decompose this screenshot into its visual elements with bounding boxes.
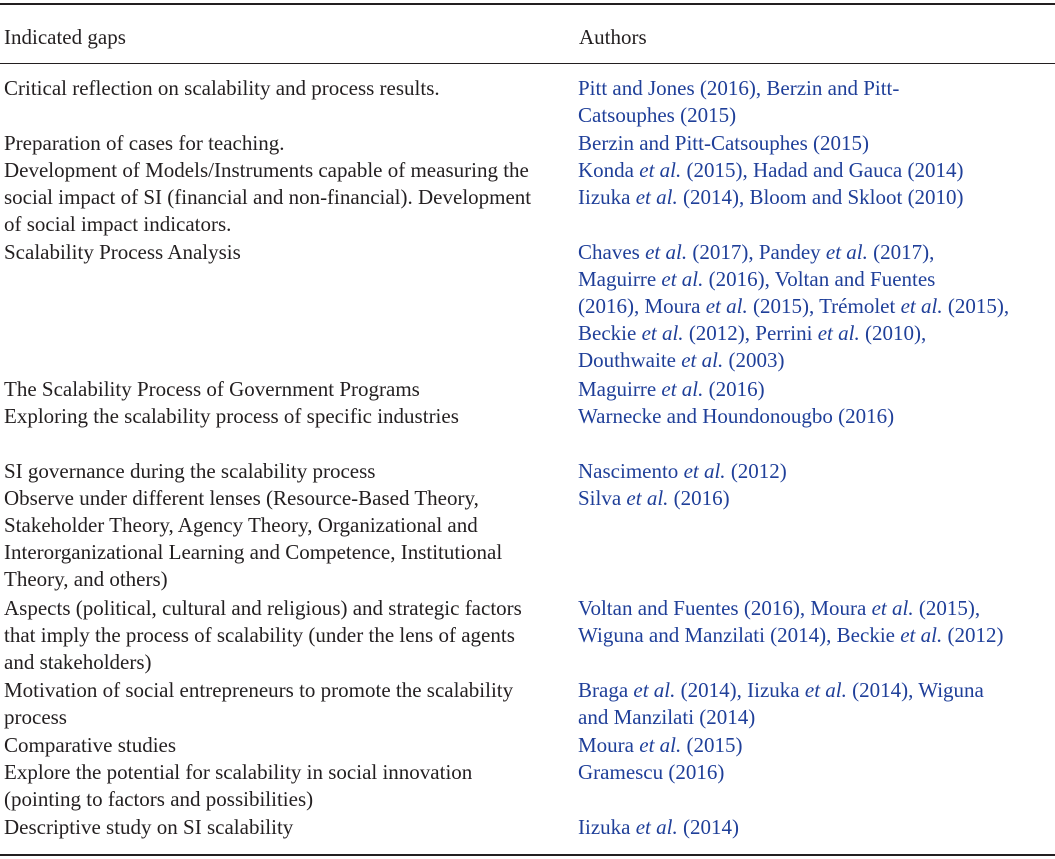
citation-text: Iizuka — [578, 185, 636, 209]
et-al-text: et al. — [635, 815, 678, 839]
authors-cell — [578, 75, 1055, 129]
citation-text: (2012) — [942, 623, 1004, 647]
author-line[interactable] — [578, 347, 1055, 374]
citation-text: (2014), Iizuka — [675, 678, 805, 702]
authors-cell — [578, 814, 1055, 841]
et-al-text: et al. — [639, 158, 682, 182]
author-line[interactable] — [578, 458, 1055, 485]
citation-text: (2003) — [723, 348, 785, 372]
authors-cell — [578, 458, 1055, 485]
table-top-rule — [0, 3, 1055, 5]
citation-text: Iizuka — [578, 815, 636, 839]
author-line[interactable] — [578, 184, 1055, 211]
citation-text: (2016) — [703, 377, 765, 401]
citation-text: Gramescu (2016) — [578, 760, 725, 784]
citation-text: (2015), — [942, 294, 1010, 318]
citation-text: Voltan and Fuentes (2016), Moura — [578, 596, 872, 620]
authors-cell — [578, 376, 1055, 403]
citation-text: (2016), Voltan and Fuentes — [703, 267, 936, 291]
author-line[interactable] — [578, 403, 1055, 430]
et-al-text: et al. — [626, 486, 669, 510]
gap-cell: Motivation of social entrepreneurs to promote the scalability process — [4, 678, 514, 729]
citation-text: (2014), Bloom and Skloot (2010) — [677, 185, 964, 209]
gap-cell: Critical reflection on scalability and process results. — [4, 76, 440, 100]
citation-text: (2017), — [867, 240, 935, 264]
citation-text: (2012) — [725, 459, 787, 483]
citation-text: (2015), Trémolet — [747, 294, 901, 318]
et-al-text: et al. — [635, 185, 678, 209]
et-al-text: et al. — [804, 678, 847, 702]
citation-text: Konda — [578, 158, 640, 182]
author-line[interactable] — [578, 75, 1055, 102]
citation-text: (2015), — [913, 596, 981, 620]
citation-text: (2016), Moura — [578, 294, 706, 318]
gap-cell: The Scalability Process of Government Programs — [4, 377, 420, 401]
citation-text: Maguirre — [578, 377, 662, 401]
et-al-text: et al. — [683, 459, 726, 483]
author-line[interactable] — [578, 814, 1055, 841]
gap-cell: Comparative studies — [4, 733, 177, 757]
authors-cell — [578, 595, 1055, 649]
author-line[interactable] — [578, 293, 1055, 320]
author-line[interactable] — [578, 130, 1055, 157]
column-header-gaps: Indicated gaps — [4, 25, 126, 49]
citation-text: Silva — [578, 486, 627, 510]
et-al-text: et al. — [825, 240, 868, 264]
et-al-text: et al. — [681, 348, 724, 372]
author-line[interactable] — [578, 239, 1055, 266]
column-header-authors: Authors — [579, 25, 647, 49]
author-line[interactable] — [578, 704, 1055, 731]
author-line[interactable] — [578, 732, 1055, 759]
gap-cell: Development of Models/Instruments capable of measuring the social impact of SI (financial and non-financial). Development of social impact indicators. — [4, 158, 532, 236]
citation-text: (2010), — [859, 321, 927, 345]
authors-cell — [578, 157, 1055, 211]
citation-text: (2012), Perrini — [683, 321, 818, 345]
et-al-text: et al. — [900, 623, 943, 647]
citation-text: (2014) — [677, 815, 739, 839]
citation-text: and Manzilati (2014) — [578, 705, 756, 729]
gap-cell: Preparation of cases for teaching. — [4, 131, 285, 155]
gap-cell: Scalability Process Analysis — [4, 240, 241, 264]
citation-text: Warnecke and Houndonougbo (2016) — [578, 404, 895, 428]
authors-cell — [578, 732, 1055, 759]
citation-text: Maguirre — [578, 267, 662, 291]
gap-cell: Observe under different lenses (Resource-Based Theory, Stakeholder Theory, Agency Theory, Organizational and Interorganizational Learning and Competence, Institutional Theory, and others) — [4, 486, 503, 591]
gap-cell: Aspects (political, cultural and religious) and strategic factors that imply the process of scalability (under the lens of agents and stakeholders) — [4, 596, 522, 674]
author-line[interactable] — [578, 102, 1055, 129]
citation-text: Berzin and Pitt-Catsouphes (2015) — [578, 131, 870, 155]
citation-text: Chaves — [578, 240, 646, 264]
authors-cell — [578, 677, 1055, 731]
author-line[interactable] — [578, 677, 1055, 704]
authors-cell — [578, 485, 1055, 512]
citation-text: (2015) — [681, 733, 743, 757]
citation-text: Beckie — [578, 321, 642, 345]
gap-cell: Exploring the scalability process of specific industries — [4, 404, 459, 428]
authors-cell — [578, 239, 1055, 374]
et-al-text: et al. — [633, 678, 676, 702]
citation-text: (2015), Hadad and Gauca (2014) — [681, 158, 964, 182]
et-al-text: et al. — [661, 377, 704, 401]
author-line[interactable] — [578, 485, 1055, 512]
author-line[interactable] — [578, 376, 1055, 403]
authors-cell — [578, 759, 1055, 786]
header-rule — [0, 63, 1055, 64]
author-line[interactable] — [578, 622, 1055, 649]
table-bottom-rule — [0, 854, 1055, 856]
et-al-text: et al. — [871, 596, 914, 620]
author-line[interactable] — [578, 320, 1055, 347]
citation-text: (2016) — [668, 486, 730, 510]
gap-cell: SI governance during the scalability process — [4, 459, 376, 483]
et-al-text: et al. — [817, 321, 860, 345]
et-al-text: et al. — [645, 240, 688, 264]
citation-text: Braga — [578, 678, 634, 702]
gap-cell: Descriptive study on SI scalability — [4, 815, 294, 839]
citation-text: (2014), Wiguna — [846, 678, 984, 702]
authors-cell — [578, 130, 1055, 157]
et-al-text: et al. — [705, 294, 748, 318]
citation-text: Pitt and Jones (2016), Berzin and Pitt- — [578, 76, 900, 100]
et-al-text: et al. — [661, 267, 704, 291]
authors-cell — [578, 403, 1055, 430]
author-line[interactable] — [578, 157, 1055, 184]
citation-text: Nascimento — [578, 459, 684, 483]
author-line[interactable] — [578, 759, 1055, 786]
author-line[interactable] — [578, 595, 1055, 622]
et-al-text: et al. — [641, 321, 684, 345]
citation-text: Wiguna and Manzilati (2014), Beckie — [578, 623, 901, 647]
et-al-text: et al. — [639, 733, 682, 757]
gap-cell: Explore the potential for scalability in social innovation (pointing to factors and possibilities) — [4, 760, 473, 811]
citation-text: Moura — [578, 733, 640, 757]
citation-text: (2017), Pandey — [687, 240, 826, 264]
author-line[interactable] — [578, 266, 1055, 293]
citation-text: Catsouphes (2015) — [578, 103, 737, 127]
citation-text: Douthwaite — [578, 348, 682, 372]
et-al-text: et al. — [900, 294, 943, 318]
